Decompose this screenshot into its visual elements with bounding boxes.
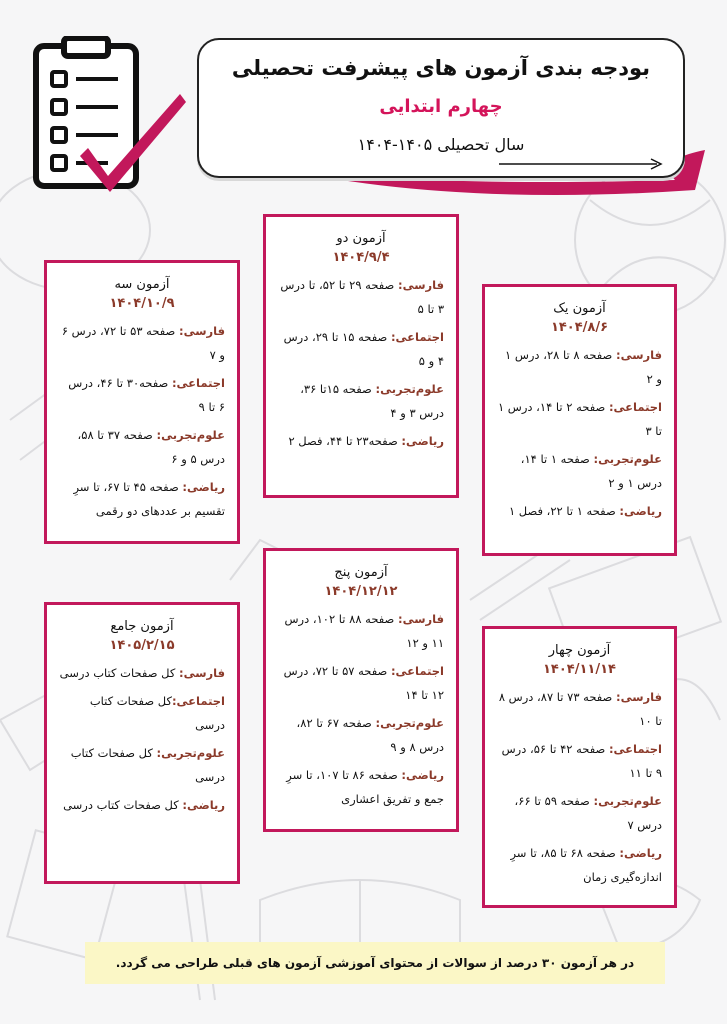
subject-row bbox=[497, 841, 662, 889]
subject-label: اجتماعی: bbox=[390, 330, 444, 344]
subject-detail: صفحه ۶۸ تا ۸۵، تا سرِ اندازه‌گیری زمان bbox=[510, 846, 662, 884]
subject-label: اجتماعی: bbox=[608, 742, 662, 756]
subject-detail: صفحه ۶۷ تا ۸۲، درس ۸ و ۹ bbox=[296, 716, 444, 754]
subject-detail: کل صفحات کتاب درسی bbox=[89, 694, 225, 732]
subject-label: ریاضی: bbox=[401, 434, 444, 448]
subject-detail: صفحه ۵۳ تا ۷۲، درس ۶ و ۷ bbox=[61, 324, 225, 362]
exam-date: ۱۴۰۴/۱۲/۱۲ bbox=[324, 584, 398, 599]
subject-row bbox=[278, 711, 444, 759]
exam-card-four bbox=[482, 626, 677, 908]
subject-label: فارسی: bbox=[397, 278, 444, 292]
subject-label: اجتماعی: bbox=[608, 400, 662, 414]
subject-detail: کل صفحات کتاب درسی bbox=[59, 666, 179, 680]
subject-row bbox=[59, 689, 225, 737]
subject-row bbox=[59, 661, 225, 685]
exam-title: آزمون یک bbox=[553, 301, 606, 316]
subject-label: علوم‌تجربی: bbox=[593, 794, 662, 808]
subject-row bbox=[497, 789, 662, 837]
subject-detail: صفحه۲۳ تا ۴۴، فصل ۲ bbox=[288, 434, 402, 448]
exam-title: آزمون دو bbox=[336, 231, 386, 246]
exam-card-final bbox=[44, 602, 240, 884]
subject-row bbox=[278, 607, 444, 655]
subject-label: اجتماعی: bbox=[171, 376, 225, 390]
arrow-right-icon bbox=[499, 158, 664, 170]
exam-title: آزمون جامع bbox=[110, 619, 174, 634]
subject-row bbox=[497, 343, 662, 391]
subject-label: علوم‌تجربی: bbox=[375, 716, 444, 730]
subject-label: فارسی: bbox=[178, 324, 225, 338]
header-card bbox=[197, 38, 685, 178]
subject-row bbox=[278, 325, 444, 373]
subject-row bbox=[497, 685, 662, 733]
subject-label: فارسی: bbox=[178, 666, 225, 680]
subject-label: علوم‌تجربی: bbox=[156, 746, 225, 760]
exam-title: آزمون چهار bbox=[548, 643, 611, 658]
subject-label: علوم‌تجربی: bbox=[593, 452, 662, 466]
subject-row bbox=[278, 429, 444, 453]
subject-detail: صفحه ۸۸ تا ۱۰۲، درس ۱۱ و ۱۲ bbox=[284, 612, 444, 650]
exam-card-one bbox=[482, 284, 677, 556]
subject-row bbox=[278, 659, 444, 707]
grade-subtitle: چهارم ابتدایی bbox=[379, 96, 503, 117]
subject-label: فارسی: bbox=[397, 612, 444, 626]
subject-detail: صفحه ۳۷ تا ۵۸، درس ۵ و ۶ bbox=[77, 428, 225, 466]
subject-label: ریاضی: bbox=[619, 504, 662, 518]
exam-card-five bbox=[263, 548, 459, 832]
subject-row bbox=[497, 499, 662, 523]
exam-card-two bbox=[263, 214, 459, 498]
subject-label: اجتماعی: bbox=[171, 694, 225, 708]
subject-detail: کل صفحات کتاب درسی bbox=[70, 746, 225, 784]
exam-title: آزمون پنج bbox=[334, 565, 388, 580]
subject-detail: صفحه ۱ تا ۱۴، درس ۱ و ۲ bbox=[520, 452, 662, 490]
subject-detail: صفحه ۱۵تا ۳۶، درس ۳ و ۴ bbox=[300, 382, 444, 420]
subject-row bbox=[497, 737, 662, 785]
subject-row bbox=[59, 793, 225, 817]
subject-detail: صفحه ۲۹ تا ۵۲، تا درس ۳ تا ۵ bbox=[280, 278, 444, 316]
subject-label: علوم‌تجربی: bbox=[156, 428, 225, 442]
subject-row bbox=[59, 371, 225, 419]
academic-year: سال تحصیلی ۱۴۰۵-۱۴۰۴ bbox=[357, 135, 525, 154]
subject-row bbox=[278, 273, 444, 321]
subject-detail: صفحه ۵۹ تا ۶۶، درس ۷ bbox=[514, 794, 662, 832]
subject-label: ریاضی: bbox=[182, 798, 225, 812]
subject-row bbox=[59, 741, 225, 789]
subject-row bbox=[59, 423, 225, 471]
exam-card-three bbox=[44, 260, 240, 544]
page-title: بودجه بندی آزمون های پیشرفت تحصیلی bbox=[231, 56, 651, 80]
subject-detail: صفحه ۱۵ تا ۲۹، درس ۴ و ۵ bbox=[283, 330, 444, 368]
subject-detail: صفحه ۲ تا ۱۴، درس ۱ تا ۳ bbox=[497, 400, 662, 438]
subject-detail: صفحه ۵۷ تا ۷۲، درس ۱۲ تا ۱۴ bbox=[283, 664, 444, 702]
subject-label: علوم‌تجربی: bbox=[375, 382, 444, 396]
footer-note: در هر آزمون ۳۰ درصد از سوالات از محتوای آموزشی آزمون های قبلی طراحی می گردد. bbox=[85, 942, 665, 984]
checklist-clipboard-icon bbox=[28, 36, 188, 196]
subject-row bbox=[497, 395, 662, 443]
exam-date: ۱۴۰۵/۲/۱۵ bbox=[109, 638, 175, 653]
subject-detail: صفحه ۸۶ تا ۱۰۷، تا سرِ جمع و تفریق اعشاری bbox=[286, 768, 444, 806]
exam-date: ۱۴۰۴/۱۰/۹ bbox=[109, 296, 175, 311]
subject-detail: صفحه۳۰ تا ۴۶، درس ۶ تا ۹ bbox=[68, 376, 225, 414]
exam-date: ۱۴۰۴/۸/۶ bbox=[550, 320, 609, 335]
exam-date: ۱۴۰۴/۱۱/۱۴ bbox=[543, 662, 616, 677]
subject-label: ریاضی: bbox=[401, 768, 444, 782]
subject-row bbox=[59, 319, 225, 367]
subject-row bbox=[59, 475, 225, 523]
subject-detail: صفحه ۷۳ تا ۸۷، درس ۸ تا ۱۰ bbox=[498, 690, 662, 728]
subject-label: ریاضی: bbox=[182, 480, 225, 494]
subject-detail: صفحه ۸ تا ۲۸، درس ۱ و ۲ bbox=[505, 348, 662, 386]
exam-title: آزمون سه bbox=[114, 277, 170, 292]
subject-detail: صفحه ۴۵ تا ۶۷، تا سرِ تقسیم بر عددهای دو رقمی bbox=[73, 480, 225, 518]
subject-detail: صفحه ۱ تا ۲۲، فصل ۱ bbox=[508, 504, 620, 518]
subject-label: ریاضی: bbox=[619, 846, 662, 860]
subject-row bbox=[497, 447, 662, 495]
subject-row bbox=[278, 763, 444, 811]
subject-label: فارسی: bbox=[615, 348, 662, 362]
subject-row bbox=[278, 377, 444, 425]
subject-label: اجتماعی: bbox=[390, 664, 444, 678]
exam-date: ۱۴۰۴/۹/۴ bbox=[332, 250, 390, 265]
subject-detail: صفحه ۴۲ تا ۵۶، درس ۹ تا ۱۱ bbox=[501, 742, 662, 780]
subject-label: فارسی: bbox=[615, 690, 662, 704]
subject-detail: کل صفحات کتاب درسی bbox=[63, 798, 183, 812]
